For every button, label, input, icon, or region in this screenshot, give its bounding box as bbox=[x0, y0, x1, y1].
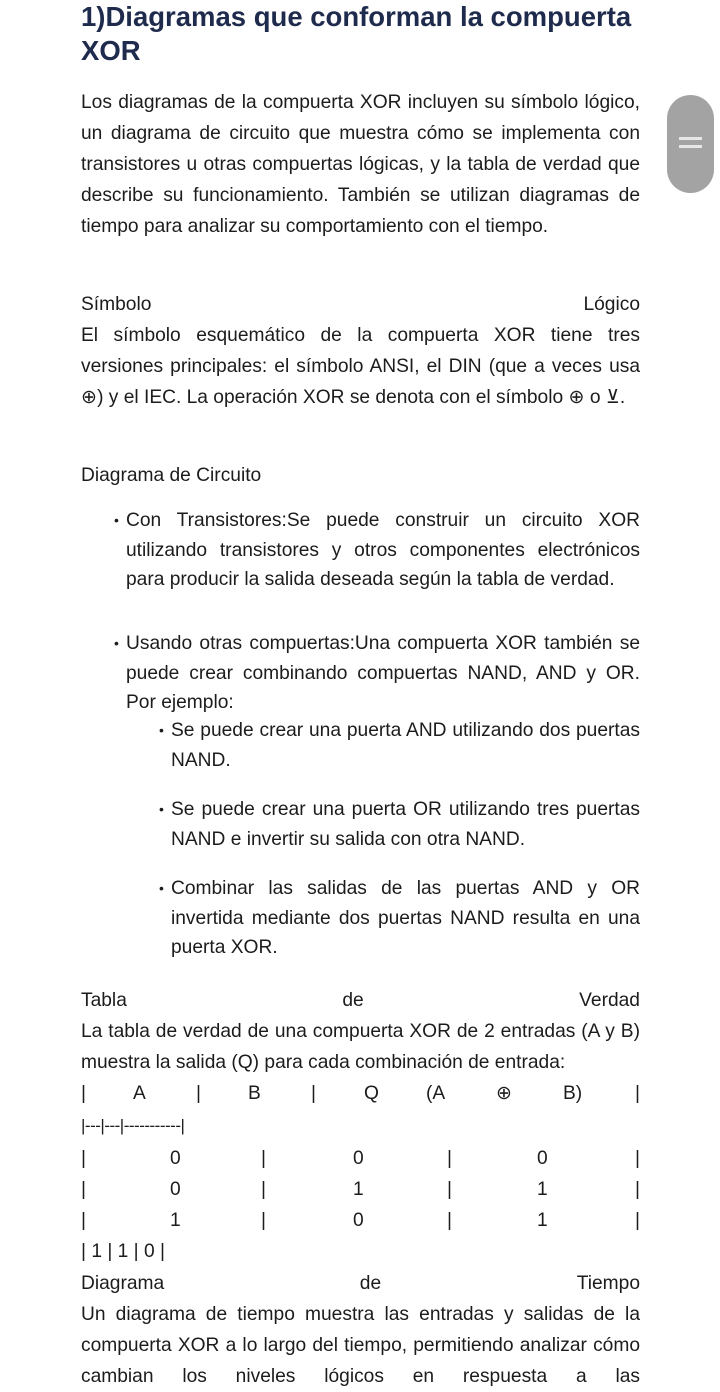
symbol-heading-right: Lógico bbox=[583, 294, 640, 315]
bullet: • bbox=[114, 512, 119, 528]
cell-q: 0 bbox=[537, 1148, 548, 1169]
pipe: | bbox=[81, 1210, 86, 1231]
bullet: • bbox=[159, 722, 164, 738]
sub-list-item-text: Se puede crear una puerta OR utilizando tres puertas NAND e invertir su salida con otra NAND. bbox=[171, 799, 640, 850]
column-header-a: A bbox=[133, 1083, 146, 1104]
cell-a: 1 bbox=[170, 1210, 181, 1231]
column-header-expr: (A bbox=[426, 1083, 446, 1104]
last-row-text: | 1 | 1 | 0 | bbox=[81, 1241, 165, 1262]
table-row-last bbox=[81, 1236, 640, 1267]
pipe: | bbox=[261, 1210, 266, 1231]
column-header-q: Q bbox=[364, 1083, 379, 1104]
pipe: | bbox=[81, 1179, 86, 1200]
list-item bbox=[114, 629, 640, 718]
cell-b: 1 bbox=[353, 1179, 364, 1200]
cell-b: 0 bbox=[353, 1148, 364, 1169]
sub-list-item bbox=[159, 874, 640, 963]
pipe: | bbox=[635, 1210, 640, 1231]
symbol-paragraph: El símbolo esquemático de la compuerta XOR tiene tres versiones principales: el símbolo ANSI, el DIN (que a veces usa ⊕) y el IEC. La operación XOR se denota con el símbolo ⊕ o ⊻. bbox=[81, 325, 640, 408]
pipe: | bbox=[635, 1179, 640, 1200]
pipe: | bbox=[261, 1148, 266, 1169]
truth-table-heading bbox=[81, 985, 640, 1016]
heading-word: Tabla bbox=[81, 990, 127, 1011]
column-header-b: B bbox=[248, 1083, 261, 1104]
pipe: | bbox=[635, 1148, 640, 1169]
truth-table-separator bbox=[81, 1110, 640, 1141]
bullet: • bbox=[159, 880, 164, 896]
pipe: | bbox=[311, 1083, 316, 1104]
table-row bbox=[81, 1205, 640, 1236]
heading-word: Verdad bbox=[579, 990, 640, 1011]
pipe: | bbox=[447, 1148, 452, 1169]
cell-a: 0 bbox=[170, 1148, 181, 1169]
pipe: | bbox=[261, 1179, 266, 1200]
truth-table-header bbox=[81, 1078, 640, 1109]
table-row bbox=[81, 1143, 640, 1174]
heading-word: de bbox=[342, 990, 364, 1011]
sub-list-item-text: Combinar las salidas de las puertas AND y OR invertida mediante dos puertas NAND resulta en una puerta XOR. bbox=[171, 878, 640, 958]
bullet: • bbox=[159, 801, 164, 817]
column-header-expr: B) bbox=[563, 1083, 583, 1104]
cell-a: 0 bbox=[170, 1179, 181, 1200]
timing-paragraph: Un diagrama de tiempo muestra las entradas y salidas de la compuerta XOR a lo largo del tiempo, permitiendo analizar cómo cambian los niveles lógicos en respuesta a las bbox=[81, 1304, 640, 1387]
pipe: | bbox=[447, 1210, 452, 1231]
bullet: • bbox=[114, 635, 119, 651]
heading-word: Diagrama bbox=[81, 1273, 165, 1294]
cell-q: 1 bbox=[537, 1179, 548, 1200]
scroll-handle[interactable] bbox=[667, 95, 714, 193]
pipe: | bbox=[196, 1083, 201, 1104]
cell-b: 0 bbox=[353, 1210, 364, 1231]
pipe: | bbox=[447, 1179, 452, 1200]
xor-symbol: ⊕ bbox=[496, 1083, 513, 1104]
pipe: | bbox=[81, 1148, 86, 1169]
list-item bbox=[114, 506, 640, 595]
sub-list-item bbox=[159, 795, 640, 854]
cell-q: 1 bbox=[537, 1210, 548, 1231]
sub-list-item bbox=[159, 716, 640, 775]
timing-heading bbox=[81, 1268, 640, 1299]
intro-paragraph: Los diagramas de la compuerta XOR incluyen su símbolo lógico, un diagrama de circuito que muestra cómo se implementa con transistores u otras compuertas lógicas, y la tabla de verdad que describe su funcionamiento. También se utilizan diagramas de tiempo para analizar su comportamiento con el tiempo. bbox=[81, 92, 640, 237]
pipe: | bbox=[635, 1083, 640, 1104]
symbol-heading bbox=[81, 289, 640, 320]
table-row bbox=[81, 1174, 640, 1205]
heading-word: Tiempo bbox=[576, 1273, 640, 1294]
list-item-text: Con Transistores:Se puede construir un circuito XOR utilizando transistores y otros componentes electrónicos para producir la salida deseada según la tabla de verdad. bbox=[126, 510, 640, 590]
pipe: | bbox=[81, 1083, 86, 1104]
truth-table-paragraph: La tabla de verdad de una compuerta XOR de 2 entradas (A y B) muestra la salida (Q) para cada combinación de entrada: bbox=[81, 1021, 640, 1073]
circuit-heading: Diagrama de Circuito bbox=[81, 465, 262, 486]
page-title: 1)Diagramas que conforman la compuerta XOR bbox=[81, 1, 632, 66]
sub-list-item-text: Se puede crear una puerta AND utilizando dos puertas NAND. bbox=[171, 720, 640, 771]
heading-word: de bbox=[359, 1273, 382, 1294]
symbol-heading-left: Símbolo bbox=[81, 294, 152, 315]
list-item-text: Usando otras compuertas:Una compuerta XOR también se puede crear combinando compuertas NAND, AND y OR. Por ejemplo: bbox=[126, 633, 640, 713]
separator: |---|---|-----------| bbox=[81, 1116, 185, 1135]
